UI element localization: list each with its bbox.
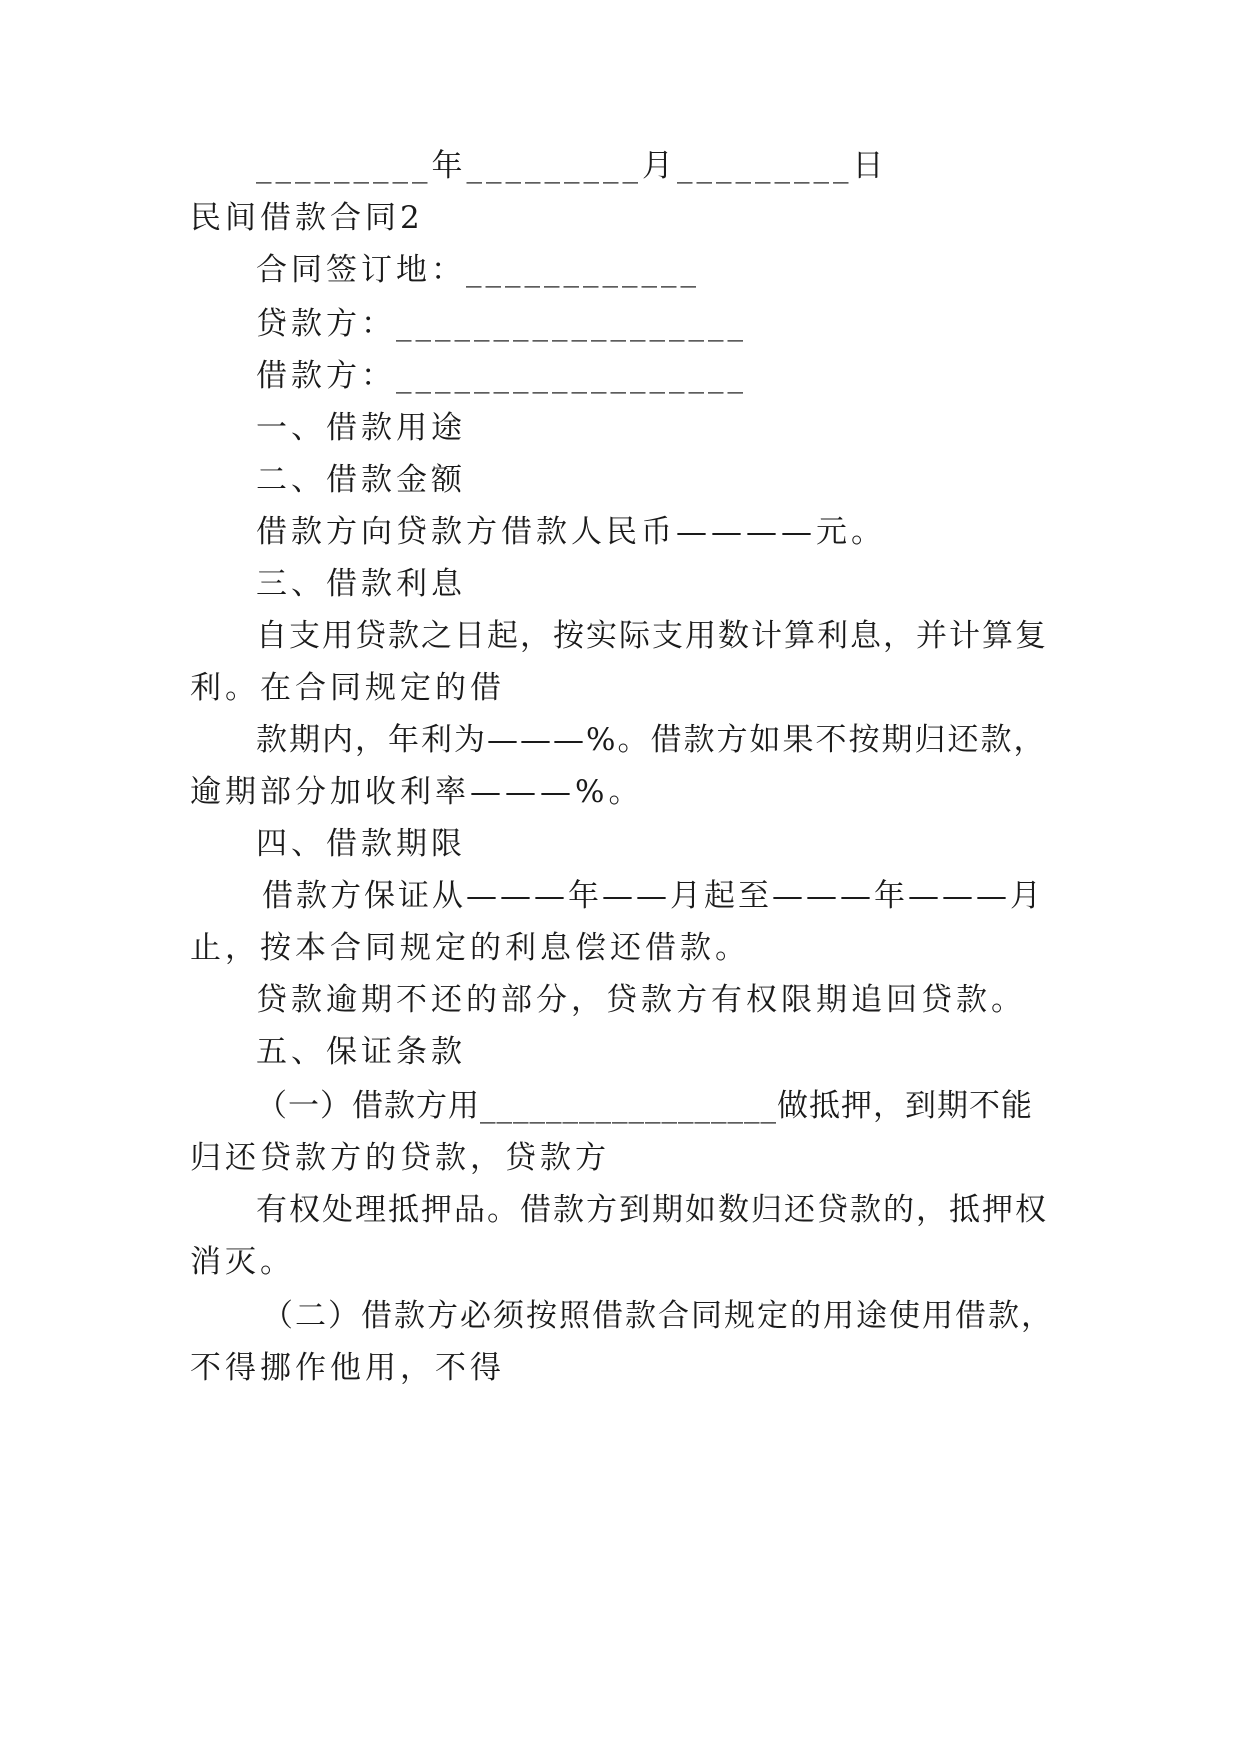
borrower-line: 借款方：__________________ [256, 358, 747, 394]
interest-paragraph-line: 款期内，年利为———%。借款方如果不按期归还款， [256, 722, 1047, 758]
section-3-title: 三、借款利息 [256, 566, 466, 602]
term-paragraph-line: 止，按本合同规定的利息偿还借款。 [190, 930, 750, 966]
contract-title: 民间借款合同2 [190, 200, 424, 236]
clause-1-line: 有权处理抵押品。借款方到期如数归还贷款的，抵押权 [256, 1192, 1048, 1228]
clause-1-line: 消灭。 [190, 1244, 295, 1280]
section-5-title: 五、保证条款 [256, 1034, 466, 1070]
interest-paragraph-line: 逾期部分加收利率———%。 [190, 774, 644, 810]
term-paragraph-line: 借款方保证从———年——月起至———年———月 [262, 878, 1044, 914]
term-paragraph-line: 贷款逾期不还的部分，贷款方有权限期追回贷款。 [256, 982, 1026, 1018]
clause-1-line: （一）借款方用__________________做抵押，到期不能 [256, 1088, 1033, 1124]
clause-2-line: （二）借款方必须按照借款合同规定的用途使用借款， [262, 1298, 1054, 1334]
interest-paragraph-line: 利。在合同规定的借 [190, 670, 505, 706]
date-line: _________年_________月_________日 [256, 148, 888, 184]
interest-paragraph-line: 自支用贷款之日起，按实际支用数计算利息，并计算复 [256, 618, 1048, 654]
amount-paragraph: 借款方向贷款方借款人民币————元。 [256, 514, 886, 550]
clause-1-line: 归还贷款方的贷款，贷款方 [190, 1140, 610, 1176]
lender-line: 贷款方：__________________ [256, 306, 747, 342]
clause-2-line: 不得挪作他用，不得 [190, 1350, 505, 1386]
section-1-title: 一、借款用途 [256, 410, 466, 446]
section-4-title: 四、借款期限 [256, 826, 466, 862]
section-2-title: 二、借款金额 [256, 462, 466, 498]
sign-place-line: 合同签订地：____________ [256, 252, 700, 288]
